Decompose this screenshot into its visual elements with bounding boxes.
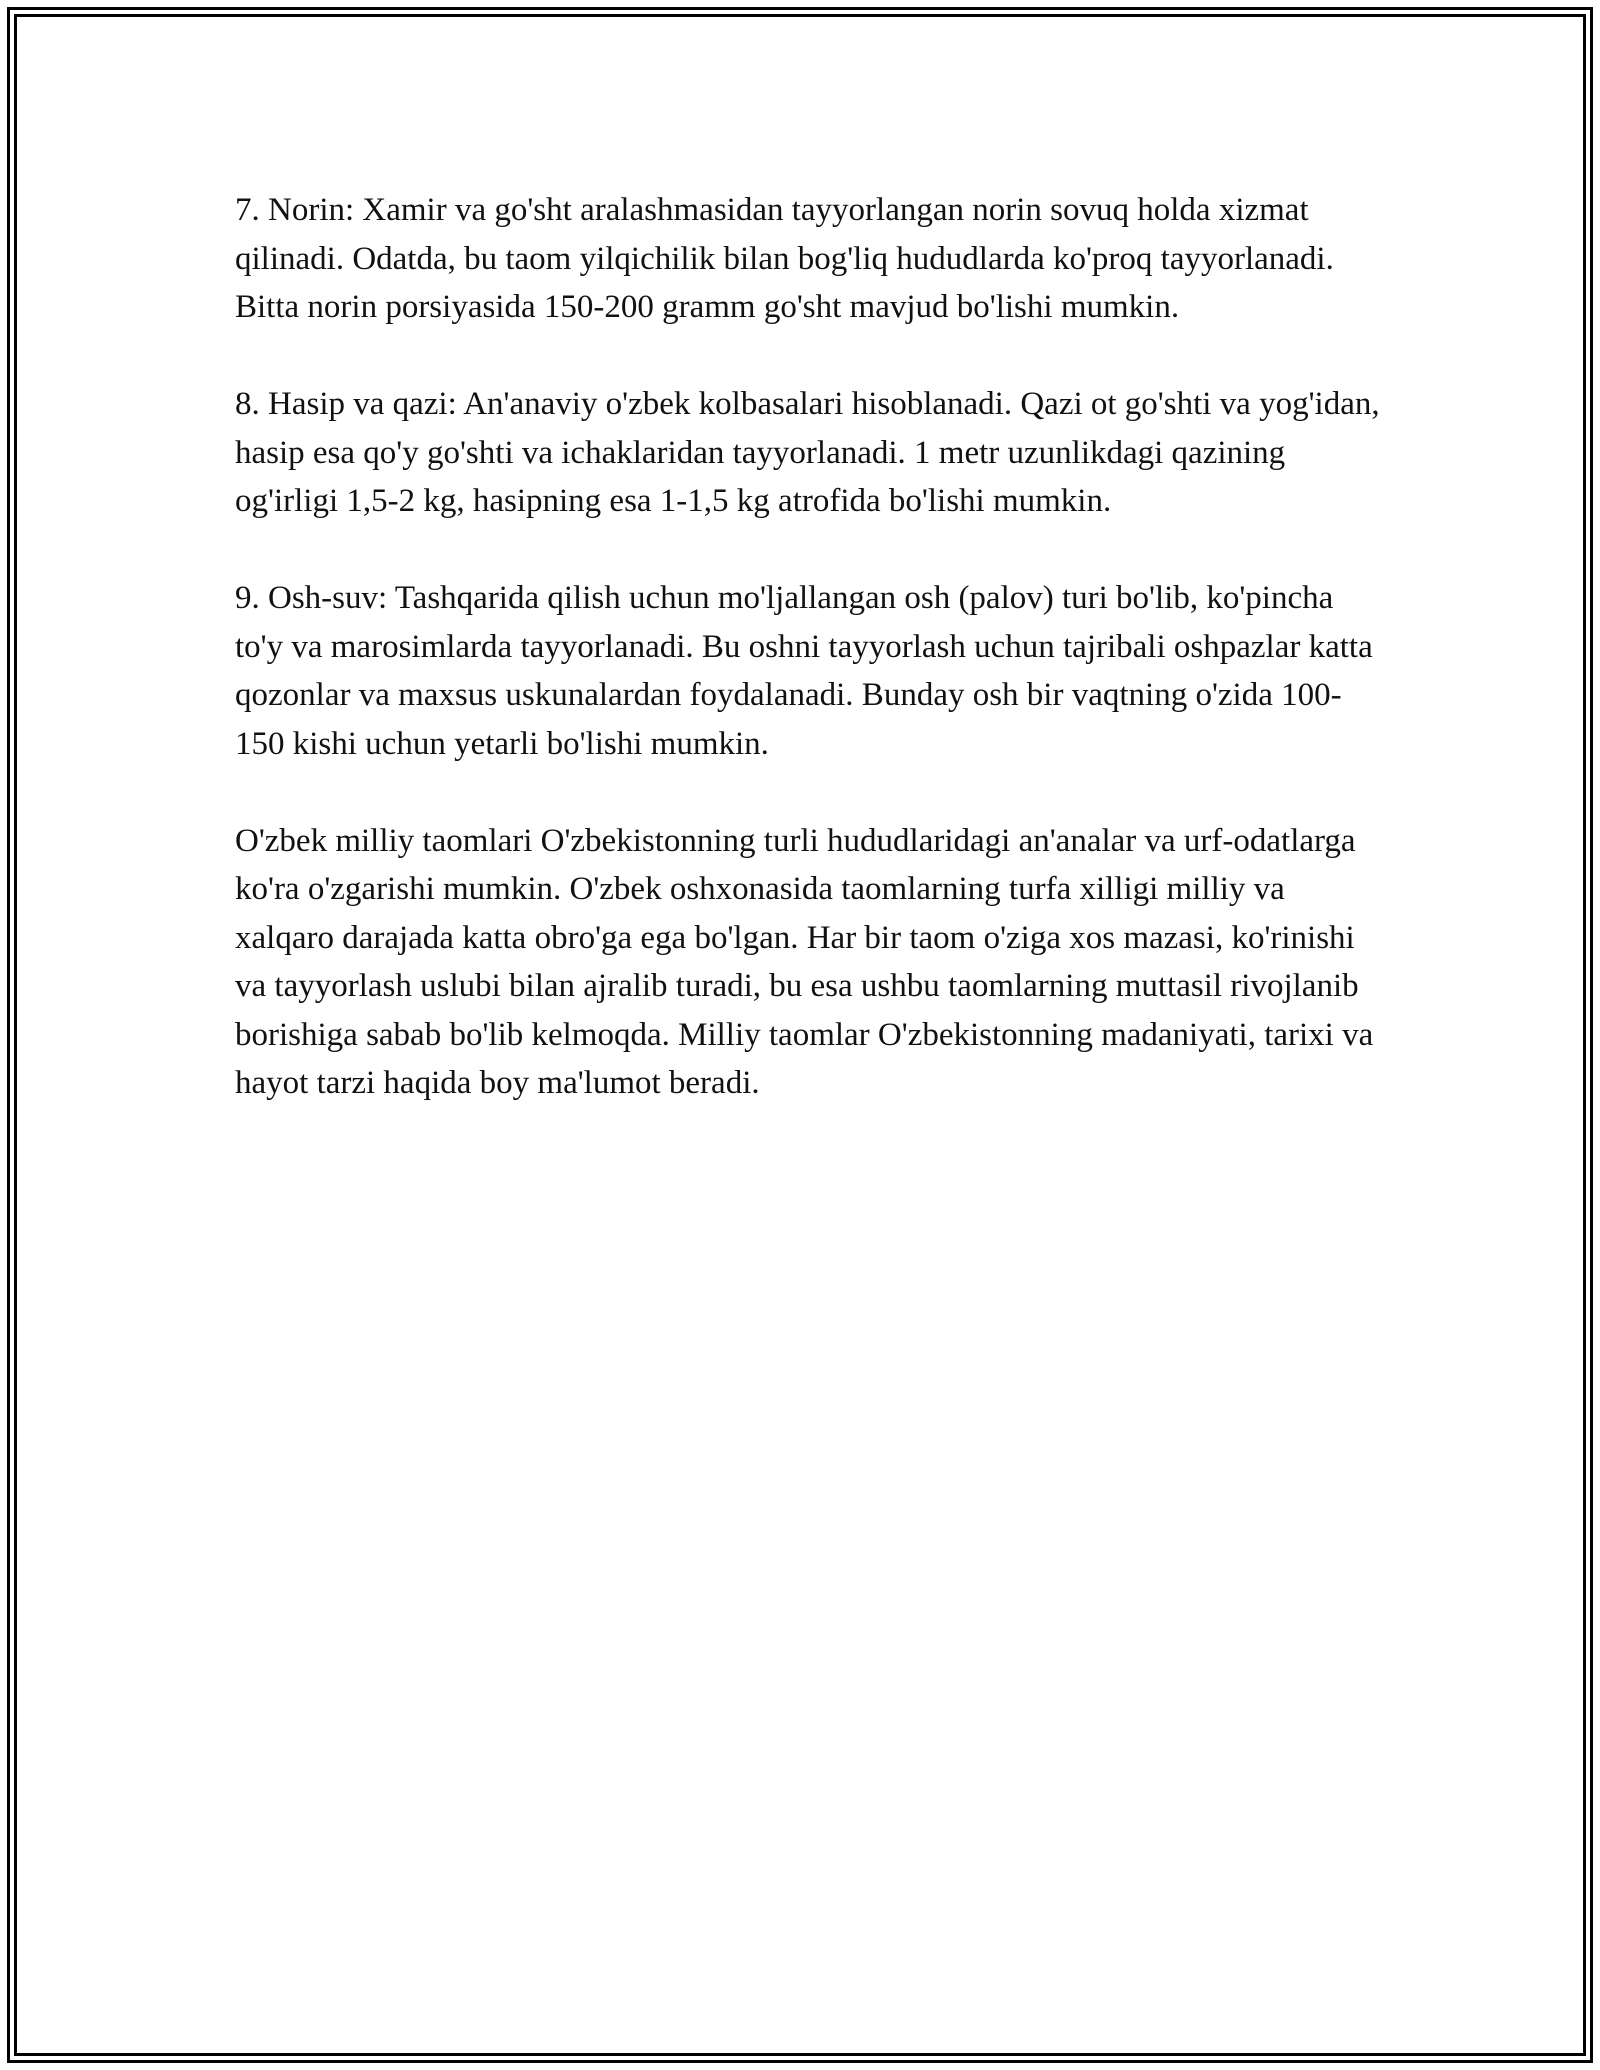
document-body — [235, 186, 1385, 1156]
paragraph-norin: 7. Norin: Xamir va go'sht aralashmasidan tayyorlangan norin sovuq holda xizmat qilinadi. Odatda, bu taom yilqichilik bilan bog'liq hududlarda ko'proq tayyorlanadi. Bitta norin porsiyasida 150-200 gramm go'sht mavjud bo'lishi mumkin. — [235, 192, 1334, 325]
paragraph-osh-suv: 9. Osh-suv: Tashqarida qilish uchun mo'ljallangan osh (palov) turi bo'lib, ko'pincha to'y va marosimlarda tayyorlanadi. Bu oshni tayyorlash uchun tajribali oshpazlar katta qozonlar va maxsus uskunalardan foydalanadi. Bunday osh bir vaqtning o'zida 100-150 kishi uchun yetarli bo'lishi mumkin. — [235, 580, 1373, 762]
paragraph-hasip-qazi: 8. Hasip va qazi: An'anaviy o'zbek kolbasalari hisoblanadi. Qazi ot go'shti va yog'idan, hasip esa qo'y go'shti va ichaklaridan tayyorlanadi. 1 metr uzunlikdagi qazining og'irligi 1,5-2 kg, hasipning esa 1-1,5 kg atrofida bo'lishi mumkin. — [235, 386, 1380, 519]
paragraph-conclusion: O'zbek milliy taomlari O'zbekistonning turli hududlaridagi an'analar va urf-odatlarga ko'ra o'zgarishi mumkin. O'zbek oshxonasida taomlarning turfa xilligi milliy va xalqaro darajada katta obro'ga ega bo'lgan. Har bir taom o'ziga xos mazasi, ko'rinishi va tayyorlash uslubi bilan ajralib turadi, bu esa ushbu taomlarning muttasil rivojlanib borishiga sabab bo'lib kelmoqda. Milliy taomlar O'zbekistonning madaniyati, tarixi va hayot tarzi haqida boy ma'lumot beradi. — [235, 822, 1374, 1101]
